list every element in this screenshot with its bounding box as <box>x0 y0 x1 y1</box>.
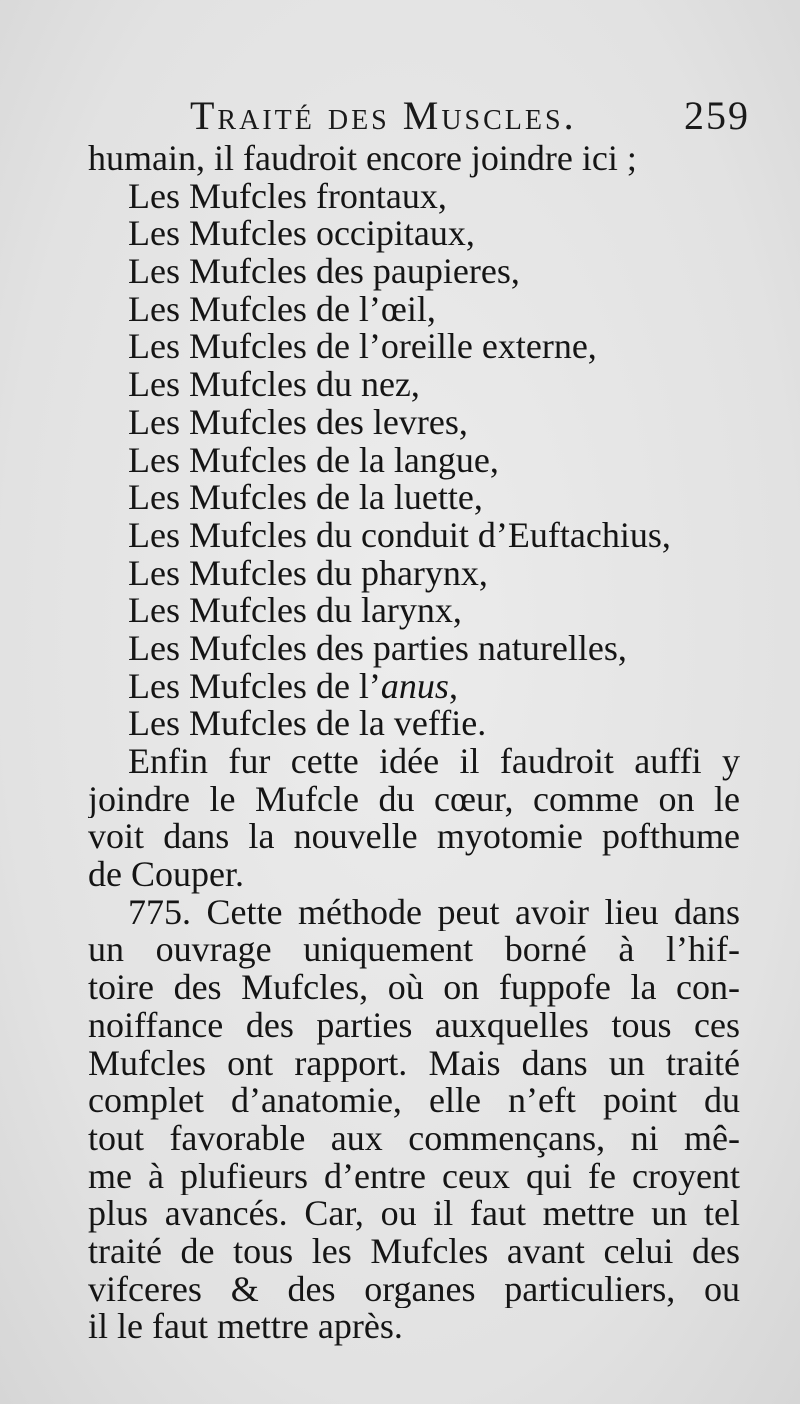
list-item: Les Mufcles frontaux, <box>128 175 447 216</box>
paragraph-line: Enfin fur cette idée il faudroit auffi y <box>128 743 740 781</box>
paragraph-line: vifceres & des organes particuliers, ou <box>88 1270 740 1309</box>
paragraph-line: de Couper. <box>88 854 244 895</box>
paragraph-line: joindre le Mufcle du cœur, comme on le <box>88 780 740 819</box>
italic-word: anus <box>380 665 449 706</box>
paragraph-line: un ouvrage uniquement borné à l’hif- <box>88 931 740 970</box>
list-item: Les Mufcles du pharynx, <box>128 552 488 593</box>
list-item-text: Les Mufcles de l’ <box>128 665 381 706</box>
list-item: Les Mufcles du conduit d’Euftachius, <box>128 514 671 555</box>
list-item: Les Mufcles de la langue, <box>128 439 499 480</box>
page-header <box>190 92 750 142</box>
page-body <box>88 140 740 1346</box>
running-title: Traité des Muscles. <box>190 93 577 138</box>
paragraph-line: Mufcles ont rapport. Mais dans un traité <box>88 1044 740 1083</box>
paragraph-line: toire des Mufcles, où on fuppofe la con- <box>88 969 740 1007</box>
list-item-anus <box>88 665 740 706</box>
paragraph-line: voit dans la nouvelle myotomie pofthume <box>88 818 740 857</box>
list-item: Les Mufcles des parties naturelles, <box>128 627 627 668</box>
paragraph-line: tout favorable aux commençans, ni mê- <box>88 1119 740 1158</box>
list-item: Les Mufcles du nez, <box>128 364 420 405</box>
list-item: Les Mufcles de la veffie. <box>128 703 487 744</box>
paragraph-line: traité de tous les Mufcles avant celui des <box>88 1232 740 1271</box>
paragraph-line: plus avancés. Car, ou il faut mettre un tel <box>88 1195 740 1233</box>
list-item: Les Mufcles des paupieres, <box>128 251 520 292</box>
text-line: humain, il faudroit encore joindre ici ; <box>88 138 637 178</box>
list-item-punct: , <box>448 665 458 706</box>
paragraph-line: 775. Cette méthode peut avoir lieu dans <box>128 893 740 932</box>
list-item: Les Mufcles de l’œil, <box>128 288 436 329</box>
list-item: Les Mufcles de l’oreille externe, <box>128 326 597 367</box>
paragraph-line: il le faut mettre après. <box>88 1306 403 1347</box>
paragraph-line: me à plufieurs d’entre ceux qui fe croyent <box>88 1157 740 1196</box>
paragraph-line: complet d’anatomie, elle n’eft point du <box>88 1082 740 1120</box>
paragraph-line: noiffance des parties auxquelles tous ces <box>88 1006 740 1045</box>
list-item: Les Mufcles du larynx, <box>128 590 462 631</box>
list-item: Les Mufcles de la luette, <box>128 477 483 518</box>
list-item: Les Mufcles occipitaux, <box>128 213 475 254</box>
page-number: 259 <box>684 93 750 138</box>
list-item: Les Mufcles des levres, <box>128 401 468 442</box>
